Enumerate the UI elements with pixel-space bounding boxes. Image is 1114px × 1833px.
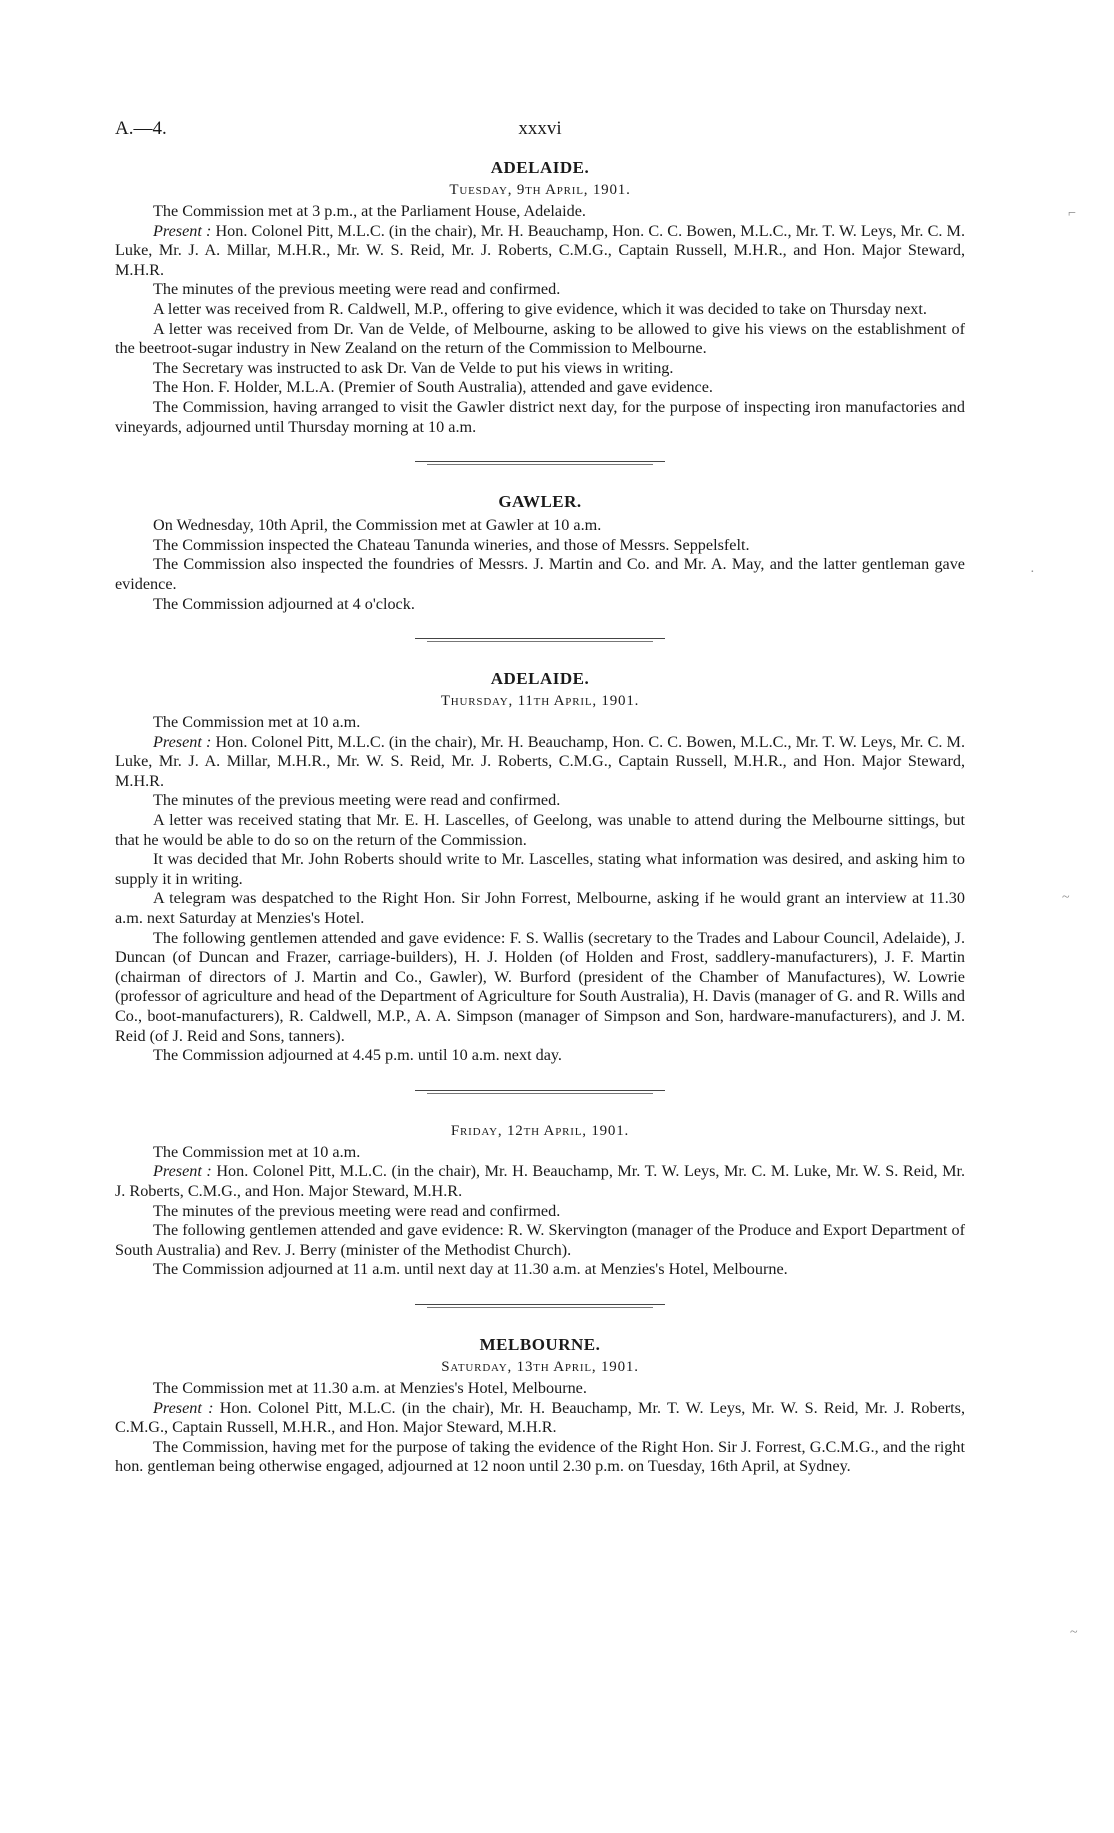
paragraph: A telegram was despatched to the Right Hon. Sir John Forrest, Melbourne, asking if he would grant an interview at 11.30 a.m. next Saturday at Menzies's Hotel.: [115, 889, 965, 928]
section-adelaide-thursday: [115, 669, 965, 1066]
scan-speck: ·: [1030, 565, 1035, 580]
section-adelaide-tuesday: [115, 158, 965, 437]
attendance-text: Hon. Colonel Pitt, M.L.C. (in the chair), Mr. H. Beauchamp, Mr. T. W. Leys, Mr. C. M. Luke, Mr. W. S. Reid, Mr. J. Roberts, C.M.G., and Hon. Major Steward, M.H.R.: [115, 1162, 966, 1200]
document-reference: A.—4.: [115, 118, 167, 139]
present-label: Present :: [153, 1398, 214, 1417]
section-date: Tuesday, 9th April, 1901.: [449, 182, 631, 198]
paragraph: The Commission inspected the Chateau Tanunda wineries, and those of Messrs. Seppelsfelt.: [153, 535, 750, 554]
scan-speck: ~: [1070, 1625, 1078, 1640]
present-label: Present :: [153, 1162, 212, 1181]
section-place: ADELAIDE.: [490, 158, 590, 177]
scan-speck: ⌐: [1068, 206, 1076, 221]
paragraph: The Commission, having arranged to visit the Gawler district next day, for the purpose of inspecting iron manufactories and vineyards, adjourned until Thursday morning at 10 a.m.: [115, 397, 965, 436]
paragraph: The minutes of the previous meeting were read and confirmed.: [153, 791, 561, 810]
present-label: Present :: [153, 732, 212, 751]
paragraph: The Commission adjourned at 4.45 p.m. until 10 a.m. next day.: [153, 1046, 562, 1065]
attendance-paragraph: [115, 733, 965, 792]
section-place: GAWLER.: [498, 492, 582, 512]
page-number: xxxvi: [518, 118, 562, 139]
section-place: ADELAIDE.: [490, 669, 590, 689]
section-place: MELBOURNE.: [479, 1334, 601, 1354]
paragraph: The minutes of the previous meeting were read and confirmed.: [153, 1201, 561, 1220]
paragraph: A letter was received stating that Mr. E. H. Lascelles, of Geelong, was unable to attend during the Melbourne sittings, but that he would be able to do so on the return of the Commission.: [115, 811, 965, 849]
paragraph: On Wednesday, 10th April, the Commission met at Gawler at 10 a.m.: [153, 516, 602, 535]
section-divider: [415, 461, 665, 466]
paragraph: A letter was received from R. Caldwell, M.P., offering to give evidence, which it was decided to take on Thursday next.: [153, 299, 927, 318]
paragraph: The Commission adjourned at 4 o'clock.: [153, 594, 415, 613]
paragraph: The minutes of the previous meeting were read and confirmed.: [153, 280, 561, 299]
paragraph: The following gentlemen attended and gave evidence: R. W. Skervington (manager of the Produce and Export Department of South Australia) and Rev. J. Berry (minister of the Methodist Church).: [115, 1221, 965, 1259]
attendance-paragraph: [115, 1399, 965, 1438]
paragraph: The Commission, having met for the purpose of taking the evidence of the Right Hon. Sir J. Forrest, G.C.M.G., and the right hon. gentleman being otherwise engaged, adjourned at 12 noon until 2.30 p.m. on Tuesday, 16th April, at Sydney.: [115, 1437, 965, 1476]
paragraph: The Commission met at 3 p.m., at the Parliament House, Adelaide.: [153, 202, 586, 220]
section-friday: [115, 1121, 965, 1280]
scan-speck: ~: [1062, 890, 1070, 905]
section-melbourne: [115, 1335, 965, 1477]
paragraph: A letter was received from Dr. Van de Velde, of Melbourne, asking to be allowed to give his views on the establishment of the beetroot-sugar industry in New Zealand on the return of the Commission to Melbourne.: [115, 319, 965, 358]
page-header: [115, 118, 965, 158]
paragraph: The Secretary was instructed to ask Dr. Van de Velde to put his views in writing.: [153, 358, 674, 377]
section-divider: [415, 1304, 665, 1309]
section-date: Saturday, 13th April, 1901.: [441, 1358, 639, 1375]
paragraph: The Commission also inspected the foundries of Messrs. J. Martin and Co. and Mr. A. May, and the latter gentleman gave evidence.: [115, 555, 965, 593]
section-gawler: [115, 492, 965, 614]
paragraph: It was decided that Mr. John Roberts should write to Mr. Lascelles, stating what information was desired, and asking him to supply it in writing.: [115, 850, 965, 888]
paragraph: The Commission adjourned at 11 a.m. until next day at 11.30 a.m. at Menzies's Hotel, Melbourne.: [153, 1260, 788, 1279]
paragraph: The following gentlemen attended and gave evidence: F. S. Wallis (secretary to the Trades and Labour Council, Adelaide), J. Duncan (of Duncan and Frazer, carriage-builders), H. J. Holden (of Holden and Frost, saddlery-manufacturers), J. F. Martin (chairman of directors of J. Martin and Co., Gawler), W. Burford (president of the Chamber of Manufactures), W. Lowrie (professor of agriculture and head of the Department of Agriculture for South Australia), H. Davis (manager of G. and R. Wills and Co., boot-manufacturers), R. Caldwell, M.P., A. A. Simpson (manager of Simpson and Son, hardware-manufacturers), and J. M. Reid (of J. Reid and Sons, tanners).: [115, 928, 965, 1045]
attendance-paragraph: [115, 1162, 965, 1201]
paragraph: The Hon. F. Holder, M.L.A. (Premier of South Australia), attended and gave evidence.: [153, 378, 713, 397]
paragraph: The Commission met at 11.30 a.m. at Menzies's Hotel, Melbourne.: [153, 1378, 587, 1397]
section-divider: [415, 638, 665, 643]
paragraph: The Commission met at 10 a.m.: [153, 1142, 361, 1161]
section-divider: [415, 1090, 665, 1095]
attendance-paragraph: [115, 222, 965, 281]
attendance-text: Hon. Colonel Pitt, M.L.C. (in the chair), Mr. H. Beauchamp, Hon. C. C. Bowen, M.L.C., Mr. T. W. Leys, Mr. C. M. Luke, Mr. J. A. Millar, M.H.R., Mr. W. S. Reid, Mr. J. Roberts, C.M.G., Captain Russell, M.H.R., and Hon. Major Steward, M.H.R.: [115, 732, 965, 790]
section-date: Friday, 12th April, 1901.: [450, 1122, 630, 1139]
attendance-text: Hon. Colonel Pitt, M.L.C. (in the chair), Mr. H. Beauchamp, Hon. C. C. Bowen, M.L.C., Mr. T. W. Leys, Mr. C. M. Luke, Mr. J. A. Millar, M.H.R., Mr. W. S. Reid, Mr. J. Roberts, C.M.G., Captain Russell, M.H.R., and Hon. Major Steward, M.H.R.: [115, 221, 965, 279]
paragraph: The Commission met at 10 a.m.: [153, 713, 361, 732]
section-date: Thursday, 11th April, 1901.: [440, 693, 640, 710]
document-page: [115, 118, 965, 1477]
attendance-text: Hon. Colonel Pitt, M.L.C. (in the chair), Mr. H. Beauchamp, Mr. T. W. Leys, Mr. W. S. Reid, Mr. J. Roberts, C.M.G., Captain Russell, M.H.R., and Hon. Major Steward, M.H.R.: [115, 1398, 965, 1437]
present-label: Present :: [153, 221, 212, 240]
